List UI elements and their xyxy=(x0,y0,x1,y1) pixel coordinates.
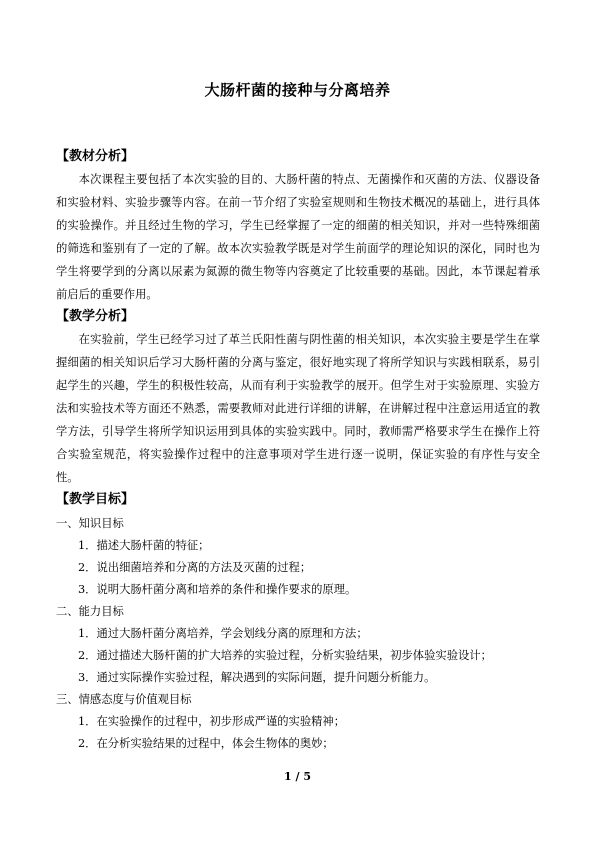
section-heading-textbook-analysis: 【教材分析】 xyxy=(56,149,135,164)
goal-item: 2．说出细菌培养和分离的方法及灭菌的过程； xyxy=(78,561,312,574)
goal-group-knowledge xyxy=(56,513,540,601)
goal-group-label: 一、知识目标 xyxy=(56,517,124,530)
section-heading-teaching-goals: 【教学目标】 xyxy=(56,492,135,507)
goal-item: 2．通过描述大肠杆菌的扩大培养的实验过程，分析实验结果，初步体验实验设计； xyxy=(78,649,492,662)
paragraph-textbook-analysis: 本次课程主要包括了本次实验的目的、大肠杆菌的特点、无菌操作和灭菌的方法、仪器设备和实验材料、实验步骤等内容。在前一节介绍了实验室规则和生物技术概况的基础上，进行具体的实验操作。并且经过生物的学习，学生已经掌握了一定的细菌的相关知识，并对一些特殊细菌的筛选和鉴别有了一定的了解。故本次实验教学既是对学生前面学的理论知识的深化，同时也为学生将要学到的分离以尿素为氮源的微生物等内容奠定了比较重要的基础。因此，本节课起着承前启后的重要作用。 xyxy=(56,173,540,301)
goal-group-label: 三、情感态度与价值观目标 xyxy=(56,693,192,706)
document-title: 大肠杆菌的接种与分离培养 xyxy=(204,81,391,99)
goal-item: 1．通过大肠杆菌分离培养，学会划线分离的原理和方法； xyxy=(78,627,368,640)
goal-group-label: 二、能力目标 xyxy=(56,605,124,618)
goal-item: 2．在分析实验结果的过程中，体会生物体的奥妙； xyxy=(78,737,334,750)
goal-item: 1．描述大肠杆菌的特征； xyxy=(78,539,210,552)
section-heading-teaching-analysis: 【教学分析】 xyxy=(56,309,135,324)
goal-item: 3．说明大肠杆菌分离和培养的条件和操作要求的原理。 xyxy=(78,583,357,596)
paragraph-teaching-analysis: 在实验前，学生已经学习过了革兰氏阳性菌与阴性菌的相关知识，本次实验主要是学生在掌握细菌的相关知识后学习大肠杆菌的分离与鉴定，很好地实现了将所学知识与实践相联系，易引起学生的兴趣，学生的积极性较高，从而有利于实验教学的展开。但学生对于实验原理、实验方法和实验技术等方面还不熟悉，需要教师对此进行详细的讲解，在讲解过程中注意运用适宜的教学方法，引导学生将所学知识运用到具体的实验实践中。同时，教师需严格要求学生在操作上符合实验室规范，将实验操作过程中的注意事项对学生进行逐一说明，保证实验的有序性与安全性。 xyxy=(56,333,540,484)
goal-group-attitude xyxy=(56,689,540,755)
goal-group-ability xyxy=(56,601,540,689)
goal-item: 1．在实验操作的过程中，初步形成严谨的实验精神； xyxy=(78,715,346,728)
goal-item: 3．通过实际操作实验过程，解决遇到的实际问题，提升问题分析能力。 xyxy=(78,671,436,684)
document-body xyxy=(56,146,540,755)
page-number: 1 / 5 xyxy=(284,770,311,783)
